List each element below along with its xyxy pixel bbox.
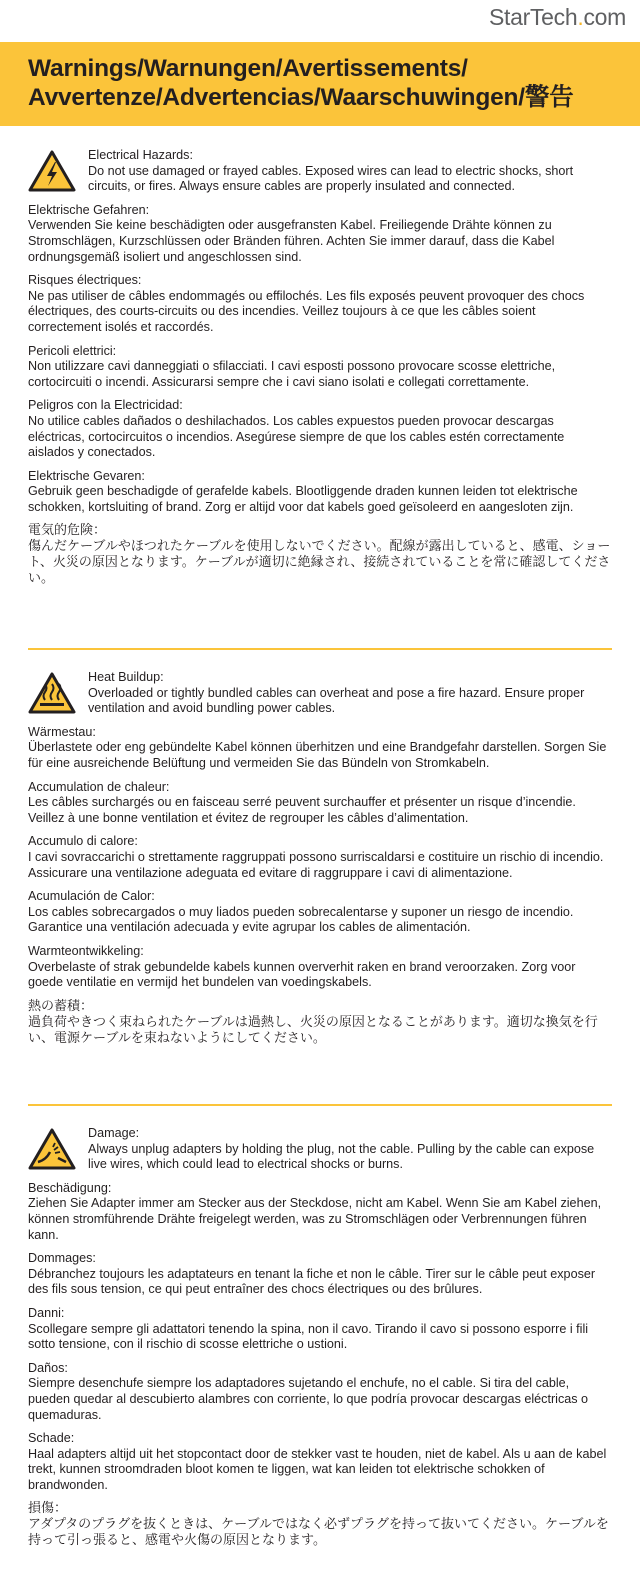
warning-heading: 損傷：: [28, 1501, 68, 1517]
warning-heading: 電気的危険：: [28, 523, 107, 539]
title-line-2: Avvertenze/Advertencias/Waarschuwingen/警告: [28, 84, 574, 111]
warning-item: [28, 1361, 612, 1423]
warning-text: Débranchez toujours les adaptateurs en tenant la fiche et non le câble. Tirer sur le câble peut exposer des fils sous tension, ce qui peut entraîner des chocs électriques ou des brûlures.: [28, 1266, 596, 1297]
warning-item: [28, 398, 612, 460]
warning-item: [28, 999, 612, 1047]
warning-item: [28, 344, 612, 391]
warning-item: [28, 889, 612, 936]
warning-heading: 熱の蓄積：: [28, 998, 94, 1014]
warning-heading: Beschädigung:: [28, 1180, 112, 1195]
logo-wordmark: StarTech: [488, 4, 578, 30]
warning-item: [28, 523, 612, 587]
warning-item: [28, 1126, 612, 1173]
warning-text: 傷んだケーブルやほつれたケーブルを使用しないでください。配線が露出していると、感電、ショート、火災の原因となります。ケーブルが適切に絶縁され、接続されていることを常に確認してください。: [28, 539, 611, 587]
warning-heading: Elektrische Gefahren:: [28, 202, 150, 217]
warning-text: Les câbles surchargés ou en faisceau serré peuvent surchauffer et présenter un risque d’incendie. Veillez à une bonne ventilation et évitez de regrouper les câbles d’alimentation.: [28, 795, 576, 825]
warning-heading: Acumulación de Calor:: [28, 889, 155, 904]
warning-item: [28, 670, 612, 717]
title-banner: [0, 42, 640, 126]
warning-text: Gebruik geen beschadigde of gerafelde kabels. Blootliggende draden kunnen leiden tot elektrische schokken, kortsluiting of brand. Zorg er altijd voor dat kabels goed geïsoleerd en aangesloten zijn.: [28, 484, 578, 514]
warning-text: 過負荷やきつく束ねられたケーブルは過熱し、火災の原因となることがあります。適切な換気を行い、電源ケーブルを束ねないようにしてください。: [28, 1014, 598, 1046]
warning-text: Überlastete oder eng gebündelte Kabel können überhitzen und eine Brandgefahr darstellen. Sorgen Sie für eine ausreichende Belüftung und vermeiden Sie das Bündeln von Stromkabeln.: [28, 740, 607, 770]
section-divider: [28, 1104, 612, 1106]
warning-text: Overbelaste of strak gebundelde kabels kunnen oververhit raken en brand veroorzaken. Zorg voor goede ventilatie en vermijd het bundelen van voedingskabels.: [28, 959, 576, 990]
warning-text: Verwenden Sie keine beschädigten oder ausgefransten Kabel. Freiliegende Drähte können zu Stromschlägen, Kurzschlüssen oder Bränden führen. Achten Sie immer darauf, dass die Kabel ordnungsgemäß isoliert und angeschlossen sind.: [28, 218, 555, 264]
heat-hazard-icon: [28, 672, 76, 714]
warning-heading: Warmteontwikkeling:: [28, 943, 144, 958]
warning-heading: Pericoli elettrici:: [28, 343, 117, 358]
cable-damage-icon: [28, 1128, 76, 1170]
warning-heading: Damage:: [88, 1126, 140, 1140]
warning-item: [28, 1181, 612, 1243]
warning-item: [28, 1306, 612, 1353]
warning-item: [28, 469, 612, 516]
electrical-hazard-icon: [28, 150, 76, 192]
section-divider: [28, 648, 612, 650]
warning-section-damage: [28, 1126, 612, 1557]
warning-heading: Daños:: [28, 1360, 68, 1375]
warning-text: No utilice cables dañados o deshilachados. Los cables expuestos pueden provocar descargas eléctricas, cortocircuitos o incendios. Asegúrese siempre de que los cables estén correctamente aislados y conectados.: [28, 413, 565, 460]
title-line-1: Warnings/Warnungen/Avertissements/: [28, 55, 468, 82]
warning-text: Overloaded or tightly bundled cables can overheat and pose a fire hazard. Ensure proper ventilation and avoid bundling power cables.: [88, 685, 585, 716]
page-title: [28, 54, 574, 112]
warning-item: [28, 944, 612, 991]
warning-heading: Risques électriques:: [28, 273, 142, 288]
warning-text: アダプタのプラグを抜くときは、ケーブルではなく必ずプラグを持って抜いてください。ケーブルを持って引っ張ると、感電や火傷の原因となります。: [28, 1517, 609, 1549]
warning-heading: Elektrische Gevaren:: [28, 468, 145, 483]
warning-text: Ziehen Sie Adapter immer am Stecker aus der Steckdose, nicht am Kabel. Wenn Sie am Kabel ziehen, können stromführende Drähte freigelegt werden, was zu Stromschlägen oder Verbrennungen führen kann.: [28, 1196, 602, 1242]
warning-heading: Danni:: [28, 1305, 65, 1320]
brand-logo: [489, 2, 626, 32]
warning-item: [28, 834, 612, 881]
warning-text: Ne pas utiliser de câbles endommagés ou effilochés. Les fils exposés peuvent provoquer des chocs électriques, des courts-circuits ou des incendies. Veillez toujours à ce que les câbles soient correctement isolés et raccordés.: [28, 288, 585, 334]
warning-text: Scollegare sempre gli adattatori tenendo la spina, non il cavo. Tirando il cavo si possono esporre i fili sotto tensione, con il rischio di scosse elettriche o ustioni.: [28, 1321, 589, 1352]
warning-text: Non utilizzare cavi danneggiati o sfilacciati. I cavi esposti possono provocare scosse elettriche, cortocircuiti o incendi. Assicurarsi sempre che i cavi siano isolati e collegati correttamente.: [28, 359, 556, 389]
warning-item: [28, 1251, 612, 1298]
warning-item: [28, 148, 612, 195]
warning-text: I cavi sovraccarichi o strettamente raggruppati possono surriscaldarsi e costituire un rischio di incendio. Assicurare una ventilazione adeguata ed evitare di raggruppare i cavi di alimentazione.: [28, 849, 604, 880]
warning-item: [28, 1501, 612, 1549]
warning-heading: Electrical Hazards:: [88, 148, 193, 162]
warning-item: [28, 780, 612, 827]
logo-dot: .: [577, 4, 584, 30]
warning-item: [28, 1431, 612, 1493]
warning-heading: Dommages:: [28, 1251, 96, 1266]
warning-section-electrical: [28, 148, 612, 595]
warning-item: [28, 273, 612, 335]
warning-text: Haal adapters altijd uit het stopcontact door de stekker vast te houden, niet de kabel. Als u aan de kabel trekt, kunnen stroomdraden bloot komen te liggen, wat kan leiden tot elektrische schokken of brandwonden.: [28, 1446, 607, 1492]
warning-text: Do not use damaged or frayed cables. Exposed wires can lead to electric shocks, short circuits, or fires. Always ensure cables are properly insulated and connected.: [88, 163, 574, 194]
warning-text: Always unplug adapters by holding the plug, not the cable. Pulling by the cable can expose live wires, which could lead to electrical shocks or burns.: [88, 1141, 595, 1172]
warning-section-heat: [28, 670, 612, 1055]
warning-heading: Accumulo di calore:: [28, 834, 138, 849]
warning-item: [28, 203, 612, 265]
warning-heading: Wärmestau:: [28, 724, 96, 739]
logo-suffix: com: [583, 4, 626, 30]
warning-text: Siempre desenchufe siempre los adaptadores sujetando el enchufe, no el cable. Si tira del cable, pueden quedar al descubierto alambres con corriente, lo que podría provocar descargas eléctricas o quemaduras.: [28, 1376, 589, 1422]
warning-heading: Heat Buildup:: [88, 670, 164, 684]
warning-text: Los cables sobrecargados o muy liados pueden sobrecalentarse y suponer un riesgo de incendio. Garantice una ventilación adecuada y evite agrupar los cables de alimentación.: [28, 904, 574, 935]
warning-heading: Accumulation de chaleur:: [28, 779, 170, 794]
warning-heading: Schade:: [28, 1431, 75, 1446]
warning-item: [28, 725, 612, 772]
warning-heading: Peligros con la Electricidad:: [28, 398, 183, 413]
